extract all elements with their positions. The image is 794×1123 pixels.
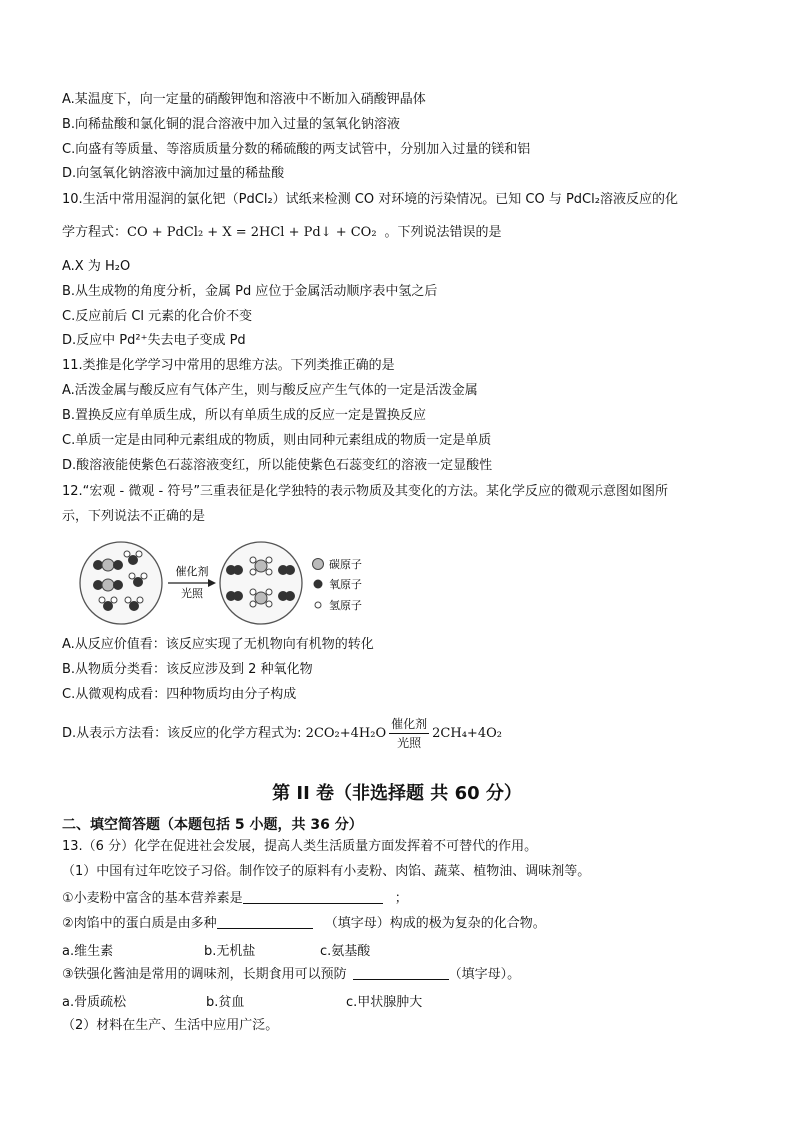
q13-item-2-suffix: （填字母）构成的极为复杂的化合物。 <box>324 916 546 931</box>
q10-equation-prefix: 学方程式： <box>62 225 128 240</box>
q9-option-c: C.向盛有等质量、等溶质质量分数的稀硫酸的两支试管中，分别加入过量的镁和铝 <box>62 142 531 157</box>
q10-option-c: C.反应前后 Cl 元素的化合价不变 <box>62 309 253 324</box>
q11-option-d: D.酸溶液能使紫色石蕊溶液变红，所以能使紫色石蕊变红的溶液一定显酸性 <box>62 458 493 473</box>
q13-subquestion-1: （1）中国有过年吃饺子习俗。制作饺子的原料有小麦粉、肉馅、蔬菜、植物油、调味剂等。 <box>62 864 591 879</box>
q12-option-b: B.从物质分类看：该反应涉及到 2 种氧化物 <box>62 662 313 677</box>
q11-option-b: B.置换反应有单质生成，所以有单质生成的反应一定是置换反应 <box>62 408 427 423</box>
q12-option-d <box>62 714 502 754</box>
reaction-diagram <box>78 540 378 628</box>
arrow-condition-top: 催化剂 <box>175 565 209 578</box>
legend-carbon-symbol <box>313 559 324 570</box>
co2-molecule <box>93 559 123 571</box>
part2-section-heading: 二、填空简答题（本题包括 5 小题，共 36 分） <box>62 817 363 833</box>
q10-equation-suffix: 。下列说法错误的是 <box>384 225 502 240</box>
q13-item-2-option-c: c.氨基酸 <box>320 944 371 959</box>
q11-option-a: A.活泼金属与酸反应有气体产生，则与酸反应产生气体的一定是活泼金属 <box>62 383 478 398</box>
q13-subquestion-2: （2）材料在生产、生活中应用广泛。 <box>62 1018 279 1033</box>
part2-title: 第 II 卷（非选择题 共 60 分） <box>272 783 522 804</box>
o2-molecule <box>278 591 295 601</box>
legend-carbon-label: 碳原子 <box>329 558 362 571</box>
q13-item-1-blank[interactable] <box>243 889 383 904</box>
q13-stem: 13.（6 分）化学在促进社会发展，提高人类生活质量方面发挥着不可替代的作用。 <box>62 839 538 854</box>
q11-stem: 11.类推是化学学习中常用的思维方法。下列类推正确的是 <box>62 358 395 373</box>
q10-option-b: B.从生成物的角度分析，金属 Pd 应位于金属活动顺序表中氢之后 <box>62 284 438 299</box>
q13-item-3-option-c: c.甲状腺肿大 <box>346 995 423 1010</box>
q13-item-1 <box>62 889 408 908</box>
q10-option-d: D.反应中 Pd²⁺失去电子变成 Pd <box>62 333 246 348</box>
q9-option-d: D.向氢氧化钠溶液中滴加过量的稀盐酸 <box>62 166 285 181</box>
co2-molecule <box>93 579 123 591</box>
q13-item-3-suffix: （填字母）。 <box>448 967 521 982</box>
q13-item-3-option-a: a.骨质疏松 <box>62 995 127 1010</box>
legend-hydrogen-label: 氢原子 <box>329 599 362 612</box>
q13-item-3-text: ③铁强化酱油是常用的调味剂，长期食用可以预防 <box>62 967 347 982</box>
q9-option-b: B.向稀盐酸和氯化铜的混合溶液中加入过量的氢氧化钠溶液 <box>62 117 401 132</box>
q12-equation-condition-top: 催化剂 <box>391 717 428 731</box>
q13-item-2-option-b: b.无机盐 <box>204 944 256 959</box>
q10-equation-line <box>62 224 502 242</box>
legend-oxygen-symbol <box>314 580 323 589</box>
q13-item-3-option-b: b.贫血 <box>206 995 245 1010</box>
arrow-condition-bottom: 光照 <box>181 587 203 600</box>
legend-hydrogen-symbol <box>315 602 321 608</box>
q12-stem-line2: 示，下列说法不正确的是 <box>62 509 206 524</box>
q13-item-2-blank[interactable] <box>217 914 313 929</box>
legend-oxygen-label: 氧原子 <box>329 578 362 591</box>
q9-option-a: A.某温度下，向一定量的硝酸钾饱和溶液中不断加入硝酸钾晶体 <box>62 92 426 107</box>
o2-molecule <box>226 565 243 575</box>
q13-item-1-text: ①小麦粉中富含的基本营养素是 <box>62 891 243 906</box>
q12-option-d-prefix: D.从表示方法看：该反应的化学方程式为: <box>62 726 302 741</box>
q12-option-c: C.从微观构成看：四种物质均由分子构成 <box>62 687 297 702</box>
q13-item-3 <box>62 965 520 984</box>
q12-equation-condition-bottom: 光照 <box>397 736 422 750</box>
q12-option-a: A.从反应价值看：该反应实现了无机物向有机物的转化 <box>62 637 374 652</box>
q13-item-1-end: ； <box>394 891 408 906</box>
q13-item-2 <box>62 914 546 933</box>
q12-equation-left: 2CO₂+4H₂O <box>305 726 387 741</box>
q13-item-2-option-a: a.维生素 <box>62 944 114 959</box>
q10-stem: 10.生活中常用湿润的氯化钯（PdCl₂）试纸来检测 CO 对环境的污染情况。已知 CO 与 PdCl₂溶液反应的化 <box>62 192 678 207</box>
reaction-arrowhead <box>208 579 216 587</box>
q11-option-c: C.单质一定是由同种元素组成的物质，则由同种元素组成的物质一定是单质 <box>62 433 492 448</box>
q12-stem-line1: 12.“宏观 - 微观 - 符号”三重表征是化学独特的表示物质及其变化的方法。某化学反应的微观示意图如图所 <box>62 484 669 499</box>
q12-equation-right: 2CH₄+4O₂ <box>432 726 502 741</box>
q10-option-a: A.X 为 H₂O <box>62 259 131 274</box>
q13-item-3-blank[interactable] <box>353 965 449 980</box>
o2-molecule <box>226 591 243 601</box>
q13-item-2-text: ②肉馅中的蛋白质是由多种 <box>62 916 217 931</box>
products-circle <box>220 542 302 624</box>
o2-molecule <box>278 565 295 575</box>
q10-equation: CO + PdCl₂ + X = 2HCl + Pd↓ + CO₂ <box>127 225 377 240</box>
